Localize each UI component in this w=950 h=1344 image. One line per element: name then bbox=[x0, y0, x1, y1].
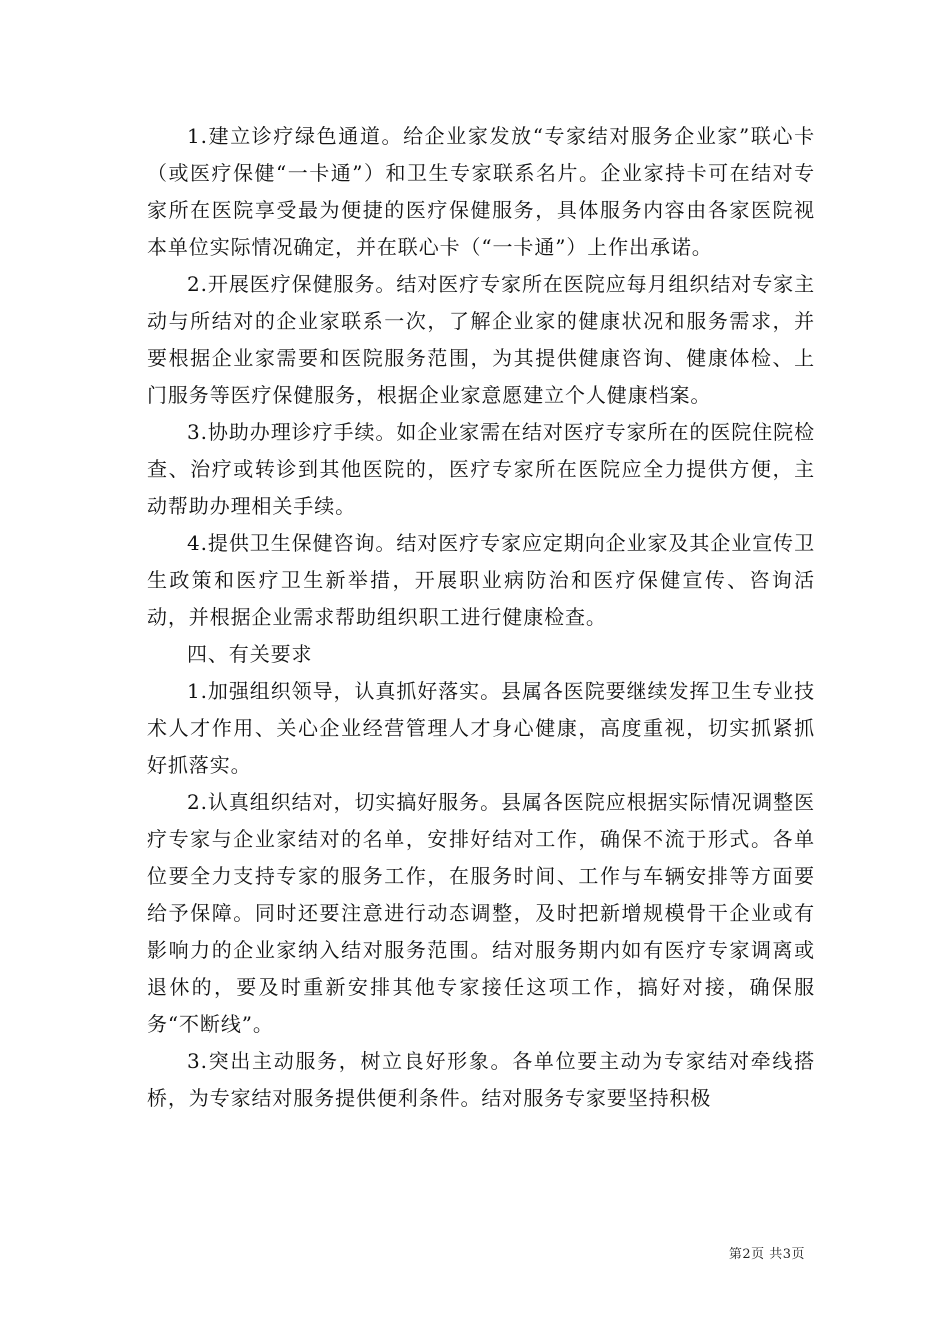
paragraph-green-channel: 1.建立诊疗绿色通道。给企业家发放“专家结对服务企业家”联心卡（或医疗保健“一卡通”）和卫生专家联系名片。企业家持卡可在结对专家所在医院享受最为便捷的医疗保健服务，具体服务内容由各家医院视本单位实际情况确定，并在联心卡（“一卡通”）上作出承诺。 bbox=[147, 124, 815, 259]
page-number-footer: 第2页 共3页 bbox=[728, 1247, 805, 1262]
requirement-leadership: 1.加强组织领导，认真抓好落实。县属各医院要继续发挥卫生专业技术人才作用、关心企业经营管理人才身心健康，高度重视，切实抓紧抓好抓落实。 bbox=[147, 679, 815, 777]
paragraph-health-service: 2.开展医疗保健服务。结对医疗专家所在医院应每月组织结对专家主动与所结对的企业家联系一次，了解企业家的健康状况和服务需求，并要根据企业家需要和医院服务范围，为其提供健康咨询、健康体检、上门服务等医疗保健服务，根据企业家意愿建立个人健康档案。 bbox=[147, 272, 815, 407]
requirement-active-service: 3.突出主动服务，树立良好形象。各单位要主动为专家结对牵线搭桥，为专家结对服务提供便利条件。结对服务专家要坚持积极 bbox=[147, 1049, 815, 1110]
document-body bbox=[147, 118, 815, 1117]
paragraph-consultation: 4.提供卫生保健咨询。结对医疗专家应定期向企业家及其企业宣传卫生政策和医疗卫生新举措，开展职业病防治和医疗保健宣传、咨询活动，并根据企业需求帮助组织职工进行健康检查。 bbox=[147, 531, 815, 629]
requirement-pairing: 2.认真组织结对，切实搞好服务。县属各医院应根据实际情况调整医疗专家与企业家结对的名单，安排好结对工作，确保不流于形式。各单位要全力支持专家的服务工作，在服务时间、工作与车辆安排等方面要给予保障。同时还要注意进行动态调整，及时把新增规模骨干企业或有影响力的企业家纳入结对服务范围。结对服务期内如有医疗专家调离或退休的，要及时重新安排其他专家接任这项工作，搞好对接，确保服务“不断线”。 bbox=[147, 790, 815, 1036]
section-heading-requirements: 四、有关要求 bbox=[187, 642, 313, 666]
paragraph-procedures: 3.协助办理诊疗手续。如企业家需在结对医疗专家所在的医院住院检查、治疗或转诊到其他医院的，医疗专家所在医院应全力提供方便，主动帮助办理相关手续。 bbox=[147, 420, 815, 518]
